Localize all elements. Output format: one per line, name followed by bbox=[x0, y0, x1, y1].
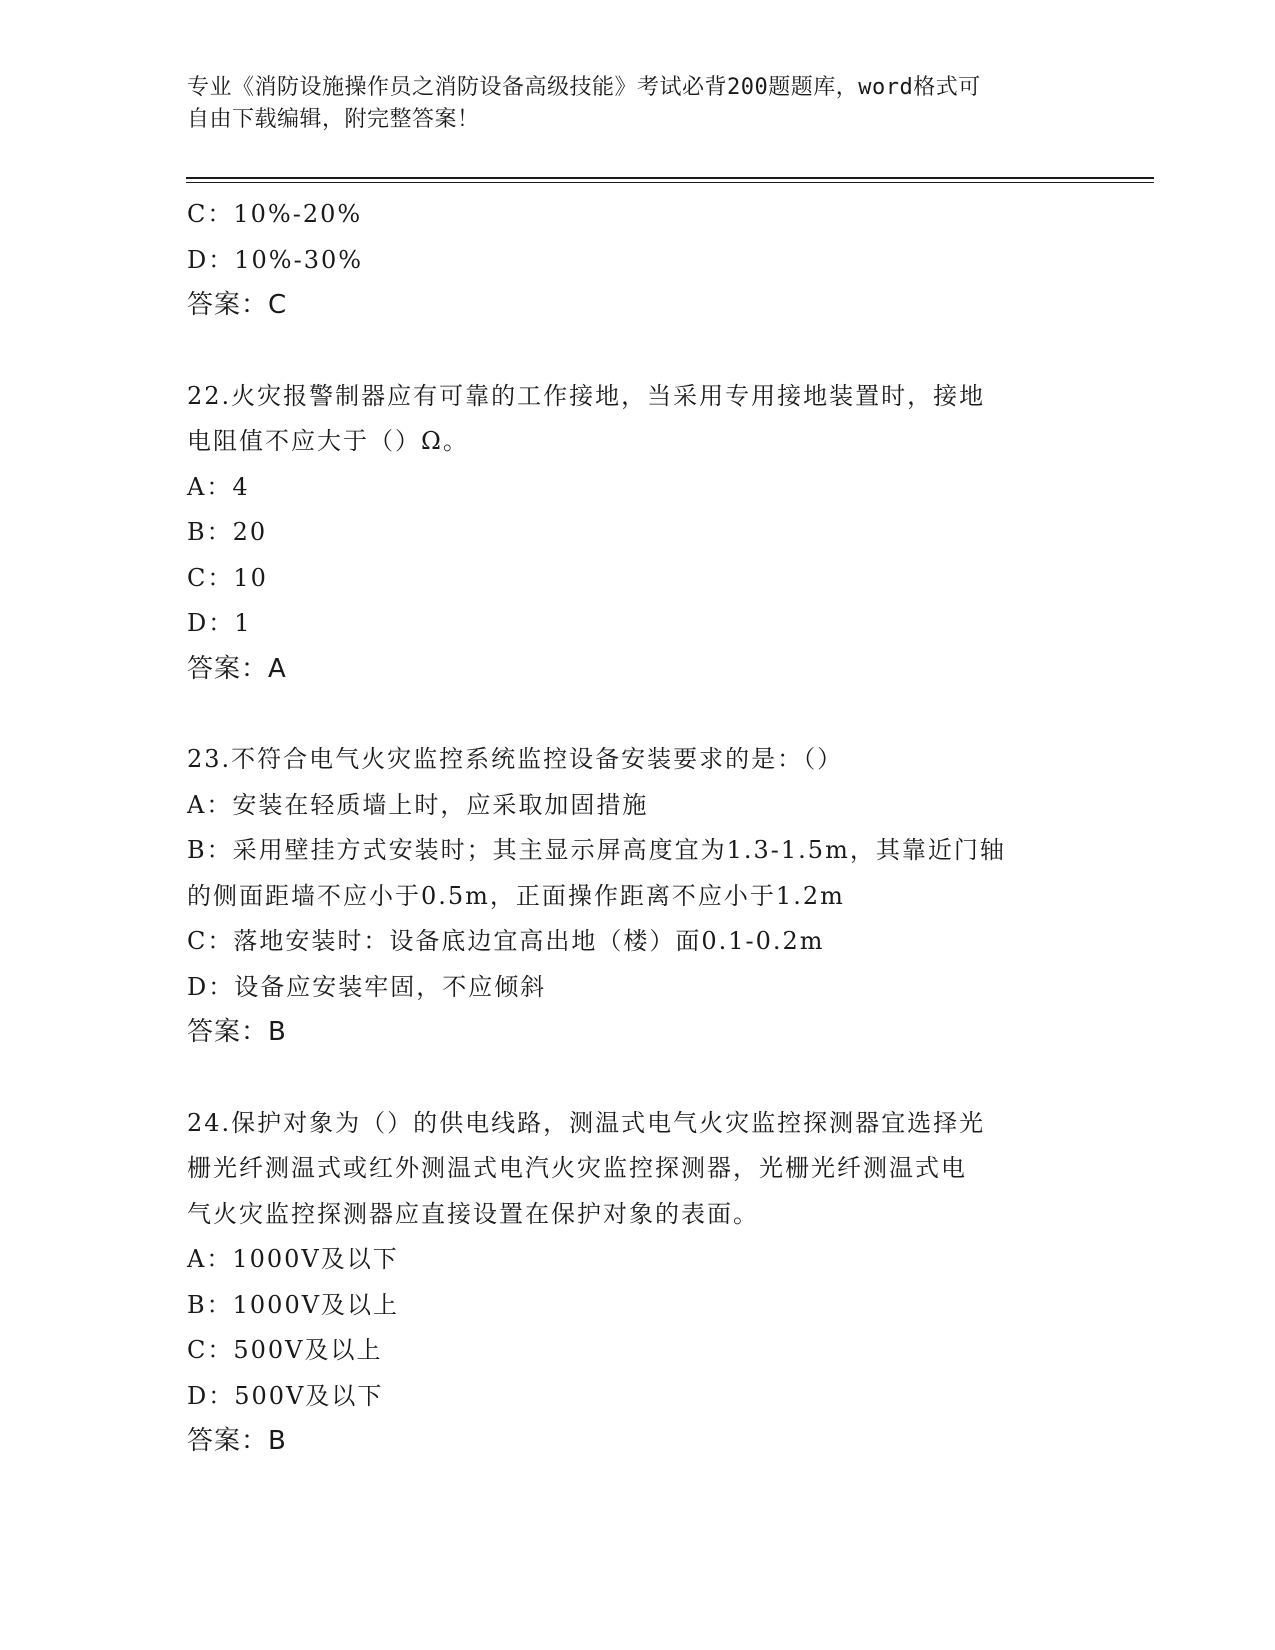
header-divider-thick bbox=[186, 177, 1154, 179]
option-b: B：采用壁挂方式安装时；其主显示屏高度宜为1.3-1.5m，其靠近门轴 bbox=[187, 836, 1006, 864]
header-title-line-1: 专业《消防设施操作员之消防设备高级技能》考试必背200题题库，word格式可 bbox=[187, 75, 981, 100]
option-c: C：落地安装时：设备底边宜高出地（楼）面0.1-0.2m bbox=[187, 927, 825, 955]
option-c: C：10 bbox=[187, 563, 268, 592]
option-d: D：500V及以下 bbox=[187, 1381, 384, 1410]
option-d: D：设备应安装牢固，不应倾斜 bbox=[187, 972, 547, 1001]
option-d: D：10%-30% bbox=[187, 245, 364, 274]
question-stem: 23.不符合电气火灾监控系统监控设备安装要求的是：（） bbox=[187, 745, 844, 773]
option-c: C：10%-20% bbox=[187, 200, 363, 228]
option-d: D：1 bbox=[187, 609, 252, 637]
option-a: A：4 bbox=[187, 472, 250, 501]
option-b-continued: 的侧面距墙不应小于0.5m，正面操作距离不应小于1.2m bbox=[187, 881, 845, 910]
question-24 bbox=[187, 1101, 1087, 1465]
option-a: A：安装在轻质墙上时，应采取加固措施 bbox=[187, 790, 649, 819]
answer-line: 答案：A bbox=[187, 653, 287, 684]
question-22 bbox=[187, 374, 1087, 693]
question-21-tail bbox=[187, 192, 1087, 329]
option-b: B：1000V及以上 bbox=[187, 1290, 400, 1319]
header-divider-thin bbox=[186, 182, 1154, 183]
question-stem: 24.保护对象为（）的供电线路，测温式电气火灾监控探测器宜选择光 bbox=[187, 1108, 986, 1137]
answer-line: 答案：C bbox=[187, 290, 288, 320]
question-list bbox=[187, 192, 1087, 1465]
question-stem: 气火灾监控探测器应直接设置在保护对象的表面。 bbox=[187, 1199, 759, 1228]
question-stem: 栅光纤测温式或红外测温式电汽火灾监控探测器，光栅光纤测温式电 bbox=[187, 1154, 967, 1182]
answer-line: 答案：B bbox=[187, 1426, 287, 1456]
question-stem: 22.火灾报警制器应有可靠的工作接地，当采用专用接地装置时，接地 bbox=[187, 381, 986, 410]
answer-line: 答案：B bbox=[187, 1017, 287, 1047]
question-stem: 电阻值不应大于（）Ω。 bbox=[187, 427, 469, 455]
option-b: B：20 bbox=[187, 518, 268, 546]
question-23 bbox=[187, 737, 1087, 1056]
option-c: C：500V及以上 bbox=[187, 1336, 383, 1364]
header-title-line-2: 自由下载编辑，附完整答案！ bbox=[187, 107, 480, 132]
option-a: A：1000V及以下 bbox=[187, 1245, 399, 1273]
document-header bbox=[187, 72, 1087, 136]
